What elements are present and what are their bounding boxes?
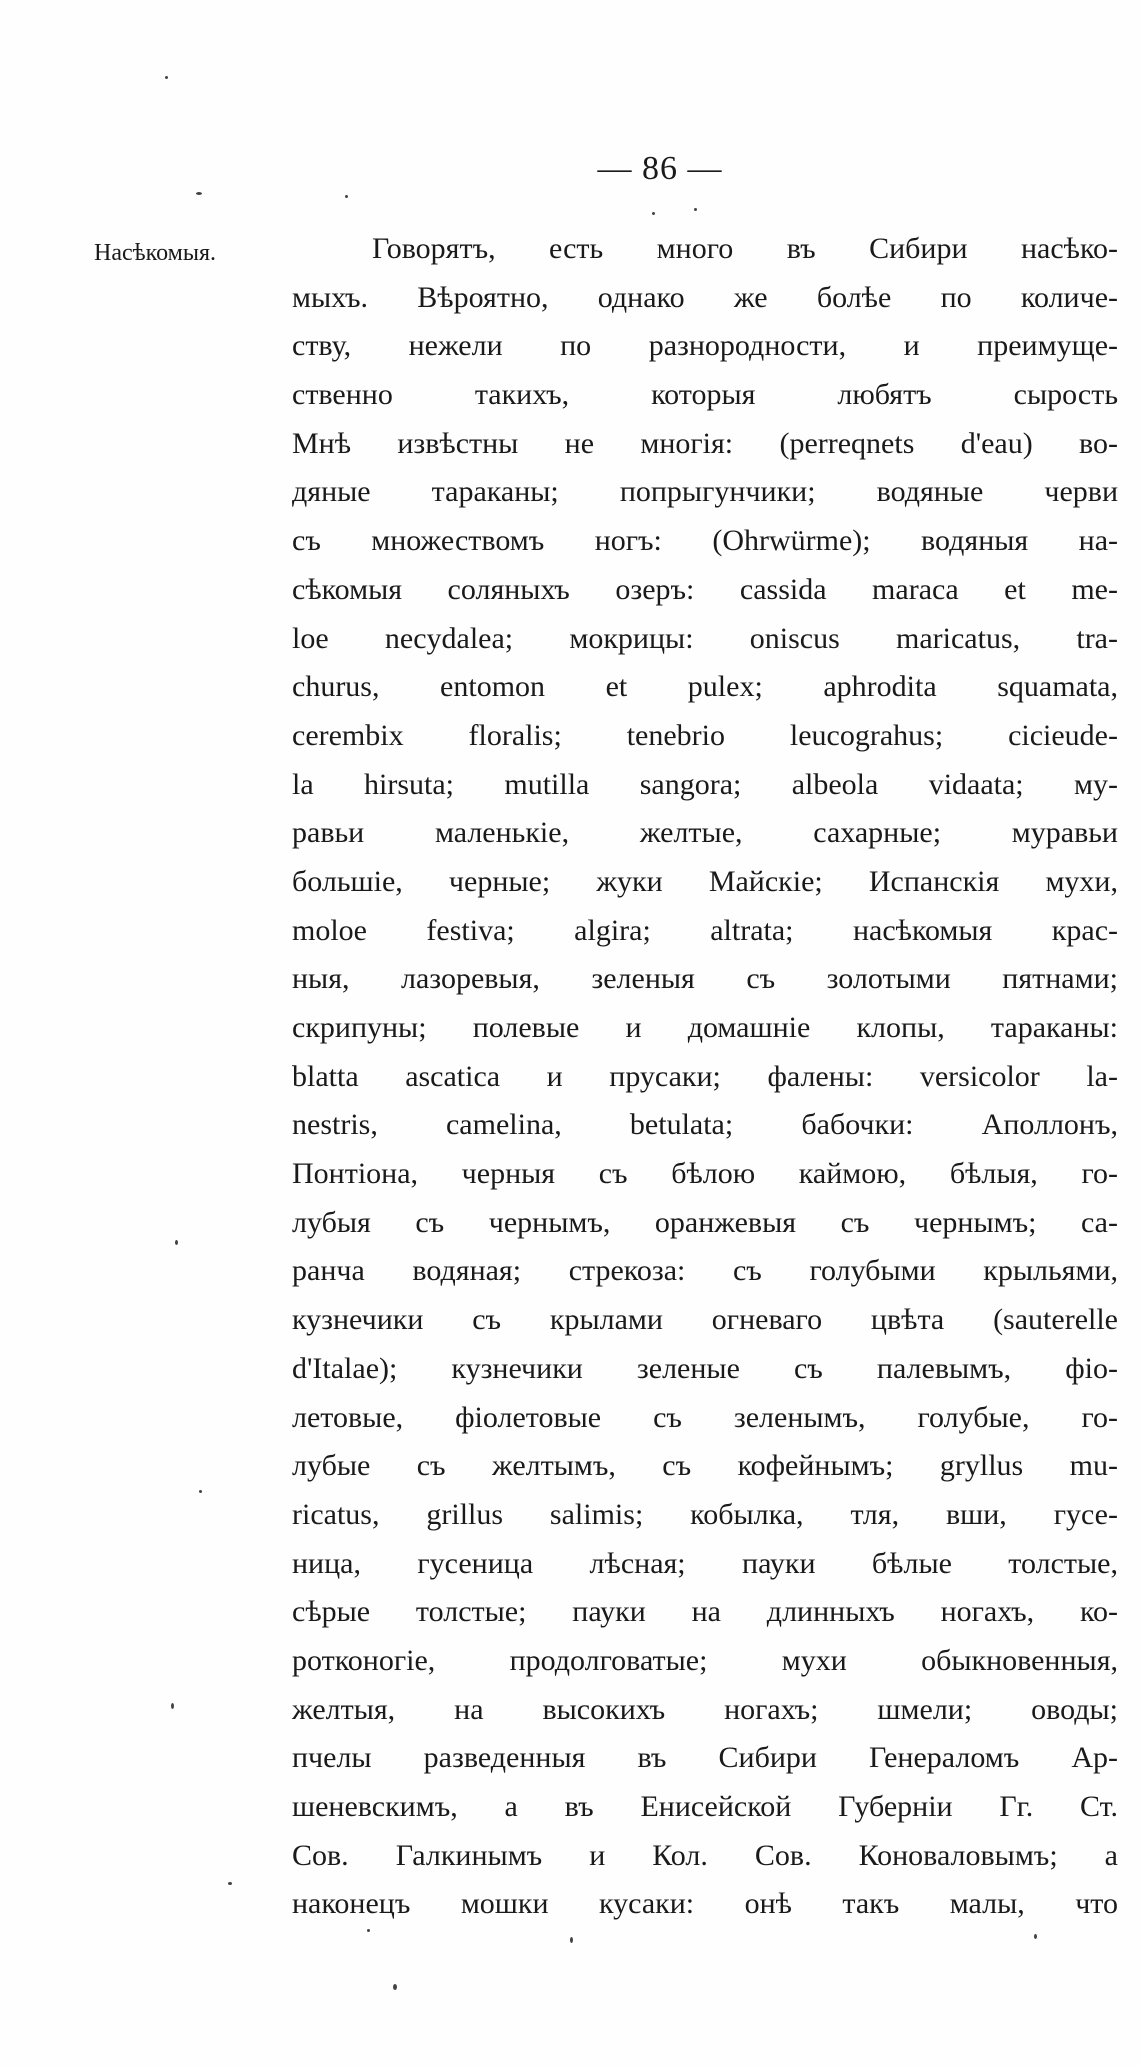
- scan-speck: [652, 212, 655, 215]
- scan-speck: [393, 1984, 397, 1990]
- page-number: — 86 —: [597, 150, 723, 187]
- scan-speck: [175, 1240, 178, 1245]
- text-line: Сов. Галкинымъ и Кол. Сов. Коноваловымъ; а: [292, 1838, 1118, 1872]
- text-line: blatta ascatica и прусаки; фалены: versicolor la-: [292, 1059, 1118, 1093]
- text-line: Понтіона, черныя съ бѣлою каймою, бѣлыя, го-: [292, 1157, 1118, 1191]
- text-line: летовые, фіолетовые съ зеленымъ, голубые, го-: [292, 1400, 1118, 1434]
- text-line: ротконогіе, продолговатые; мухи обыкновенныя,: [292, 1643, 1118, 1677]
- text-line: moloe festiva; algira; altrata; насѣкомыя крас-: [292, 913, 1118, 947]
- text-line: d'Italae); кузнечики зеленые съ палевымъ, фіо-: [292, 1351, 1118, 1385]
- text-line: шеневскимъ, а въ Енисейской Губерніи Гг. Ст.: [292, 1790, 1118, 1823]
- scan-speck: [199, 1490, 202, 1493]
- text-line: ныя, лазоревыя, зеленыя съ золотыми пятнами;: [292, 962, 1118, 996]
- scan-speck: [196, 192, 202, 195]
- text-line: кузнечики съ крылами огневаго цвѣта (sauterelle: [292, 1303, 1118, 1337]
- text-line: лубые съ желтымъ, съ кофейнымъ; gryllus mu-: [292, 1449, 1118, 1483]
- scan-speck: [345, 195, 348, 198]
- text-line: ственно такихъ, которыя любятъ сырость: [292, 378, 1118, 412]
- text-line: ница, гусеница лѣсная; пауки бѣлые толстые,: [292, 1546, 1118, 1580]
- text-line: большіе, черные; жуки Майскіе; Испанскія мухи,: [292, 864, 1118, 898]
- scan-speck: [171, 1703, 174, 1709]
- text-line: ству, нежели по разнородности, и преимуще-: [292, 329, 1118, 363]
- scan-speck: [228, 1882, 232, 1885]
- text-line: пчелы разведенныя въ Сибири Генераломъ Ар-: [292, 1741, 1118, 1775]
- text-line: съ множествомъ ногъ: (Ohrwürme); водяныя на-: [292, 524, 1118, 558]
- body-text: [292, 225, 1118, 1929]
- text-line: наконецъ мошки кусаки: онѣ такъ малы, что: [292, 1887, 1118, 1921]
- text-line: сѣрые толстые; пауки на длинныхъ ногахъ, ко-: [292, 1595, 1118, 1629]
- text-line: ricatus, grillus salimis; кобылка, тля, вши, гусе-: [292, 1497, 1118, 1531]
- text-line: равьи маленькіе, желтые, сахарные; муравьи: [292, 816, 1118, 850]
- text-line: loe necydalea; мокрицы: oniscus maricatus, tra-: [292, 621, 1118, 655]
- scan-speck: [694, 208, 697, 211]
- text-line: la hirsuta; mutilla sangora; albeola vidaata; му-: [292, 767, 1118, 801]
- margin-note: Насѣкомыя.: [94, 240, 217, 266]
- scan-speck: [570, 1937, 573, 1943]
- text-line: лубыя съ чернымъ, оранжевыя съ чернымъ; са-: [292, 1205, 1118, 1239]
- scan-speck: [1034, 1934, 1037, 1939]
- text-line: скрипуны; полевые и домашніе клопы, тараканы:: [292, 1011, 1118, 1044]
- text-line: nestris, camelina, betulata; бабочки: Аполлонъ,: [292, 1108, 1118, 1142]
- scan-speck: [165, 76, 168, 79]
- text-line: мыхъ. Вѣроятно, однако же болѣе по количе-: [292, 280, 1118, 314]
- text-line: дяные тараканы; попрыгунчики; водяные черви: [292, 475, 1118, 509]
- scan-speck: [367, 1929, 370, 1932]
- text-line: сѣкомыя соляныхъ озеръ: cassida maraca et me-: [292, 572, 1118, 606]
- text-line: желтыя, на высокихъ ногахъ; шмели; оводы;: [292, 1692, 1118, 1726]
- text-line: churus, entomon et pulex; aphrodita squamata,: [292, 670, 1118, 704]
- text-line: Говорятъ, есть много въ Сибири насѣко-: [372, 232, 1118, 265]
- text-line: ранча водяная; стрекоза: съ голубыми крыльями,: [292, 1254, 1118, 1288]
- text-line: Мнѣ извѣстны не многія: (perreqnets d'eau) во-: [292, 426, 1118, 460]
- text-line: cerembix floralis; tenebrio leucograhus; cicieude-: [292, 718, 1118, 752]
